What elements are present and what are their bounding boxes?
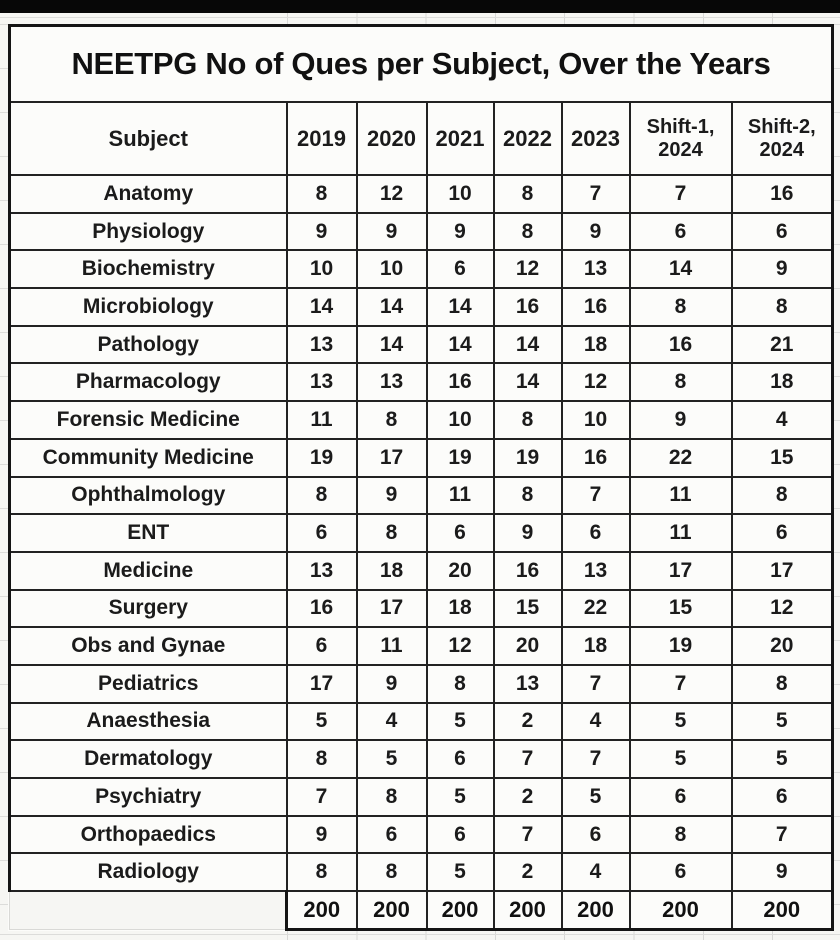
- column-header-shift2-2024: Shift-2, 2024: [732, 102, 833, 175]
- value-cell-2021: 200: [427, 891, 494, 929]
- value-cell-2023: 200: [562, 891, 630, 929]
- table-row: [10, 853, 833, 891]
- value-cell-2021: 14: [427, 288, 494, 326]
- value-cell-shift1-2024: 17: [630, 552, 732, 590]
- value-cell-2023: 7: [562, 477, 630, 515]
- value-cell-2020: 17: [357, 590, 427, 628]
- subject-cell: Radiology: [10, 853, 287, 891]
- value-cell-shift1-2024: 7: [630, 175, 732, 213]
- value-cell-2023: 13: [562, 250, 630, 288]
- table-row: [10, 740, 833, 778]
- subject-cell: Forensic Medicine: [10, 401, 287, 439]
- value-cell-2020: 5: [357, 740, 427, 778]
- table-row: [10, 665, 833, 703]
- excel-gridlines-left-margin: [0, 24, 8, 923]
- table-row: [10, 288, 833, 326]
- subject-cell: Anaesthesia: [10, 703, 287, 741]
- value-cell-2019: 16: [287, 590, 357, 628]
- subject-cell: Orthopaedics: [10, 816, 287, 854]
- value-cell-2022: 200: [494, 891, 562, 929]
- value-cell-2020: 6: [357, 816, 427, 854]
- value-cell-2023: 16: [562, 288, 630, 326]
- value-cell-2020: 9: [357, 477, 427, 515]
- table-row: [10, 552, 833, 590]
- value-cell-2019: 8: [287, 853, 357, 891]
- subject-cell: ENT: [10, 514, 287, 552]
- value-cell-2023: 7: [562, 665, 630, 703]
- value-cell-2019: 13: [287, 326, 357, 364]
- column-header-2019: 2019: [287, 102, 357, 175]
- value-cell-shift2-2024: 6: [732, 778, 833, 816]
- column-header-shift1-2024: Shift-1, 2024: [630, 102, 732, 175]
- value-cell-shift1-2024: 22: [630, 439, 732, 477]
- total-row: [10, 891, 833, 929]
- value-cell-2023: 6: [562, 514, 630, 552]
- value-cell-2022: 2: [494, 778, 562, 816]
- value-cell-2021: 18: [427, 590, 494, 628]
- value-cell-2019: 14: [287, 288, 357, 326]
- subject-cell: Obs and Gynae: [10, 627, 287, 665]
- value-cell-shift2-2024: 200: [732, 891, 833, 929]
- value-cell-2020: 8: [357, 778, 427, 816]
- value-cell-shift2-2024: 16: [732, 175, 833, 213]
- value-cell-2020: 8: [357, 514, 427, 552]
- value-cell-2023: 7: [562, 740, 630, 778]
- value-cell-2022: 16: [494, 288, 562, 326]
- value-cell-2020: 13: [357, 363, 427, 401]
- excel-gridline-horizontal-top: [0, 17, 840, 18]
- value-cell-shift1-2024: 19: [630, 627, 732, 665]
- subject-cell: Psychiatry: [10, 778, 287, 816]
- value-cell-2022: 12: [494, 250, 562, 288]
- column-header-2023: 2023: [562, 102, 630, 175]
- table-body: [10, 175, 833, 929]
- table-row: [10, 778, 833, 816]
- table-row: [10, 401, 833, 439]
- column-header-subject: Subject: [10, 102, 287, 175]
- value-cell-2020: 10: [357, 250, 427, 288]
- value-cell-2019: 8: [287, 740, 357, 778]
- table-row: [10, 363, 833, 401]
- value-cell-2020: 12: [357, 175, 427, 213]
- value-cell-shift1-2024: 11: [630, 514, 732, 552]
- value-cell-shift2-2024: 20: [732, 627, 833, 665]
- value-cell-2021: 9: [427, 213, 494, 251]
- value-cell-shift1-2024: 14: [630, 250, 732, 288]
- column-header-2021: 2021: [427, 102, 494, 175]
- value-cell-shift1-2024: 6: [630, 778, 732, 816]
- value-cell-shift1-2024: 6: [630, 853, 732, 891]
- value-cell-2021: 8: [427, 665, 494, 703]
- title-row: [10, 26, 833, 103]
- value-cell-2023: 22: [562, 590, 630, 628]
- value-cell-2021: 14: [427, 326, 494, 364]
- excel-gridlines-top: [287, 13, 832, 24]
- table-row: [10, 627, 833, 665]
- value-cell-shift2-2024: 9: [732, 853, 833, 891]
- subject-cell: Pediatrics: [10, 665, 287, 703]
- value-cell-2021: 16: [427, 363, 494, 401]
- value-cell-shift2-2024: 6: [732, 213, 833, 251]
- subject-cell: Dermatology: [10, 740, 287, 778]
- value-cell-2020: 200: [357, 891, 427, 929]
- value-cell-shift2-2024: 5: [732, 703, 833, 741]
- value-cell-2022: 15: [494, 590, 562, 628]
- subject-cell: Microbiology: [10, 288, 287, 326]
- value-cell-shift1-2024: 8: [630, 816, 732, 854]
- subject-cell: Surgery: [10, 590, 287, 628]
- value-cell-2019: 6: [287, 627, 357, 665]
- value-cell-shift1-2024: 9: [630, 401, 732, 439]
- value-cell-shift2-2024: 8: [732, 477, 833, 515]
- value-cell-shift1-2024: 200: [630, 891, 732, 929]
- subject-cell: Ophthalmology: [10, 477, 287, 515]
- value-cell-2023: 13: [562, 552, 630, 590]
- value-cell-shift1-2024: 8: [630, 288, 732, 326]
- value-cell-shift2-2024: 9: [732, 250, 833, 288]
- value-cell-2023: 6: [562, 816, 630, 854]
- value-cell-shift2-2024: 12: [732, 590, 833, 628]
- value-cell-2020: 4: [357, 703, 427, 741]
- subject-cell: Anatomy: [10, 175, 287, 213]
- column-header-2022: 2022: [494, 102, 562, 175]
- value-cell-2022: 16: [494, 552, 562, 590]
- value-cell-2022: 8: [494, 477, 562, 515]
- value-cell-shift1-2024: 16: [630, 326, 732, 364]
- value-cell-2021: 12: [427, 627, 494, 665]
- value-cell-2021: 6: [427, 514, 494, 552]
- value-cell-2019: 7: [287, 778, 357, 816]
- value-cell-2019: 6: [287, 514, 357, 552]
- value-cell-2023: 10: [562, 401, 630, 439]
- value-cell-2020: 9: [357, 665, 427, 703]
- value-cell-2021: 5: [427, 703, 494, 741]
- value-cell-shift2-2024: 8: [732, 288, 833, 326]
- value-cell-2023: 16: [562, 439, 630, 477]
- value-cell-shift2-2024: 21: [732, 326, 833, 364]
- subject-cell: Biochemistry: [10, 250, 287, 288]
- table-row: [10, 326, 833, 364]
- table-row: [10, 477, 833, 515]
- value-cell-shift2-2024: 17: [732, 552, 833, 590]
- value-cell-2022: 20: [494, 627, 562, 665]
- excel-gridline-horizontal-bottom: [0, 934, 840, 935]
- table-row: [10, 439, 833, 477]
- table-row: [10, 250, 833, 288]
- value-cell-shift2-2024: 5: [732, 740, 833, 778]
- neetpg-questions-table: [8, 24, 834, 931]
- table-row: [10, 175, 833, 213]
- value-cell-2021: 10: [427, 175, 494, 213]
- value-cell-2020: 17: [357, 439, 427, 477]
- value-cell-shift1-2024: 5: [630, 703, 732, 741]
- value-cell-2022: 14: [494, 363, 562, 401]
- subject-cell: Community Medicine: [10, 439, 287, 477]
- value-cell-2022: 14: [494, 326, 562, 364]
- value-cell-shift1-2024: 8: [630, 363, 732, 401]
- value-cell-shift2-2024: 6: [732, 514, 833, 552]
- value-cell-2020: 11: [357, 627, 427, 665]
- value-cell-2019: 11: [287, 401, 357, 439]
- value-cell-2022: 7: [494, 816, 562, 854]
- header-row: [10, 102, 833, 175]
- value-cell-2022: 2: [494, 703, 562, 741]
- value-cell-2019: 200: [287, 891, 357, 929]
- value-cell-2020: 14: [357, 288, 427, 326]
- subject-cell: Pharmacology: [10, 363, 287, 401]
- value-cell-2023: 4: [562, 703, 630, 741]
- value-cell-2021: 20: [427, 552, 494, 590]
- table-row: [10, 590, 833, 628]
- value-cell-2023: 12: [562, 363, 630, 401]
- value-cell-2019: 5: [287, 703, 357, 741]
- value-cell-shift2-2024: 7: [732, 816, 833, 854]
- value-cell-2022: 19: [494, 439, 562, 477]
- subject-cell: [10, 891, 287, 929]
- value-cell-2022: 2: [494, 853, 562, 891]
- value-cell-shift1-2024: 11: [630, 477, 732, 515]
- value-cell-shift2-2024: 4: [732, 401, 833, 439]
- value-cell-2022: 8: [494, 175, 562, 213]
- value-cell-2019: 13: [287, 552, 357, 590]
- value-cell-2019: 9: [287, 816, 357, 854]
- subject-cell: Pathology: [10, 326, 287, 364]
- value-cell-2020: 8: [357, 401, 427, 439]
- value-cell-2020: 14: [357, 326, 427, 364]
- column-header-2020: 2020: [357, 102, 427, 175]
- subject-cell: Physiology: [10, 213, 287, 251]
- value-cell-2021: 6: [427, 740, 494, 778]
- value-cell-2019: 13: [287, 363, 357, 401]
- table-row: [10, 816, 833, 854]
- value-cell-2019: 9: [287, 213, 357, 251]
- value-cell-2021: 19: [427, 439, 494, 477]
- value-cell-2020: 18: [357, 552, 427, 590]
- value-cell-2021: 5: [427, 853, 494, 891]
- value-cell-2022: 9: [494, 514, 562, 552]
- value-cell-shift1-2024: 7: [630, 665, 732, 703]
- value-cell-2019: 17: [287, 665, 357, 703]
- top-black-bar: [0, 0, 840, 13]
- value-cell-2022: 8: [494, 213, 562, 251]
- value-cell-2023: 4: [562, 853, 630, 891]
- value-cell-shift2-2024: 15: [732, 439, 833, 477]
- value-cell-2021: 11: [427, 477, 494, 515]
- value-cell-2023: 7: [562, 175, 630, 213]
- value-cell-2019: 8: [287, 175, 357, 213]
- value-cell-2021: 10: [427, 401, 494, 439]
- value-cell-2022: 13: [494, 665, 562, 703]
- value-cell-shift2-2024: 8: [732, 665, 833, 703]
- value-cell-2022: 8: [494, 401, 562, 439]
- value-cell-2019: 8: [287, 477, 357, 515]
- value-cell-2021: 6: [427, 816, 494, 854]
- value-cell-2022: 7: [494, 740, 562, 778]
- value-cell-2023: 18: [562, 326, 630, 364]
- table-row: [10, 514, 833, 552]
- value-cell-shift1-2024: 15: [630, 590, 732, 628]
- value-cell-2021: 6: [427, 250, 494, 288]
- subject-cell: Medicine: [10, 552, 287, 590]
- value-cell-2020: 9: [357, 213, 427, 251]
- value-cell-2023: 18: [562, 627, 630, 665]
- table-row: [10, 703, 833, 741]
- value-cell-shift2-2024: 18: [732, 363, 833, 401]
- table-row: [10, 213, 833, 251]
- value-cell-2019: 19: [287, 439, 357, 477]
- value-cell-2023: 9: [562, 213, 630, 251]
- value-cell-shift1-2024: 6: [630, 213, 732, 251]
- page-title: NEETPG No of Ques per Subject, Over the Years: [10, 26, 833, 103]
- value-cell-2023: 5: [562, 778, 630, 816]
- value-cell-2021: 5: [427, 778, 494, 816]
- value-cell-shift1-2024: 5: [630, 740, 732, 778]
- value-cell-2019: 10: [287, 250, 357, 288]
- value-cell-2020: 8: [357, 853, 427, 891]
